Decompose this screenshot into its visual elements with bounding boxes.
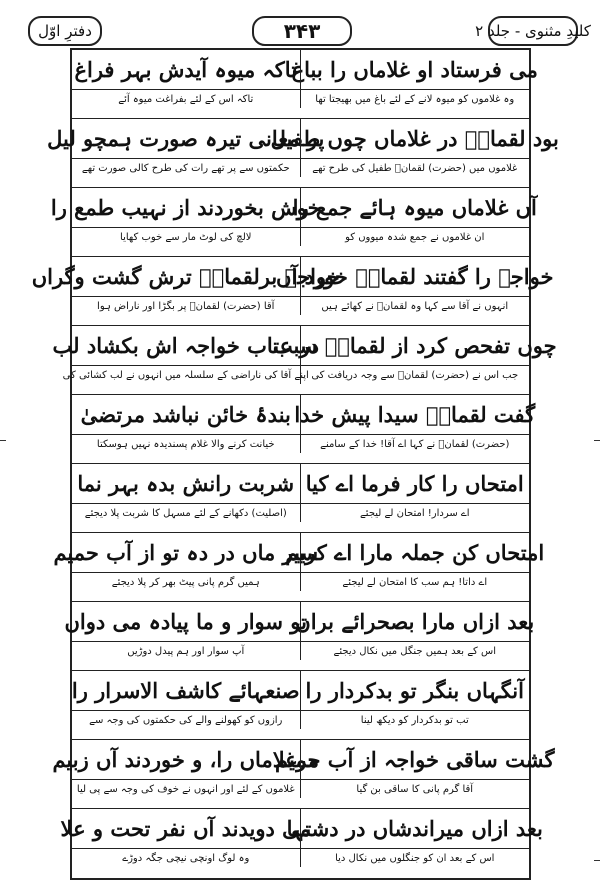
- translation-first: غلاموں میں (حضرت) لقمانؑ طفیل کی طرح تھے: [312, 162, 518, 174]
- translation-line: [72, 159, 529, 177]
- page-number: ۳۴۳: [252, 16, 352, 46]
- verse-first-hemistich: امتحاں را کار فرما اے کیا: [305, 471, 524, 496]
- translation-second: اپنے آقا کی ناراضی کے سلسلہ میں انہوں نے لب کشائی کی: [72, 366, 301, 384]
- verse-second-hemistich: تاکہ میوہ آیدش بہر فراغ: [72, 50, 301, 89]
- translation-first: انہوں نے آقا سے کہا وہ لقمانؑ نے کھائے ہیں: [321, 300, 509, 312]
- translation-first: اس کے بعد ان کو جنگلوں میں نکال دیا: [335, 852, 495, 864]
- verse-first-hemistich: بود لقمانؑ در غلاماں چوں طفیل: [270, 126, 559, 151]
- verse-line: [72, 464, 529, 504]
- couplet-5: [52, 326, 557, 395]
- couplet-8: [53, 533, 545, 602]
- translation-first: تب تو بدکردار کو دیکھ لینا: [360, 714, 469, 726]
- translation-second: رازوں کو کھولنے والے کی حکمتوں کی وجہ سے: [72, 711, 301, 729]
- verse-first-hemistich: گشت ساقی خواجہ از آب حمیم: [275, 747, 555, 772]
- couplet-7: [72, 464, 529, 533]
- translation-line: [62, 366, 529, 384]
- translation-first: اس کے بعد ہمیں جنگل میں نکال دیجئے: [333, 645, 496, 657]
- translation-line: [72, 642, 529, 660]
- translation-second: آپ سوار اور ہم پیدل دوڑیں: [72, 642, 301, 660]
- translation-first: اے داتا! ہم سب کا امتحان لے لیجئے: [342, 576, 488, 588]
- couplet-4: [31, 257, 554, 326]
- verse-second-hemistich: صنعہائے کاشف الاسرار را: [72, 671, 301, 710]
- verse-first-hemistich: بعد ازاں میراندشاں در دشتہا: [286, 816, 543, 841]
- translation-first: اے سردار! امتحان لے لیجئے: [359, 507, 470, 519]
- verse-line: [53, 533, 545, 573]
- verse-first-hemistich: امتحاں کن جملہ مارا اے کریم: [285, 540, 545, 565]
- translation-line: [72, 780, 529, 798]
- translation-line: [72, 435, 529, 453]
- translation-first: آقا گرم پانی کا ساقی بن گیا: [356, 783, 474, 795]
- verse-second-hemistich: می دویدند آں نفر تحت و علا: [72, 809, 301, 848]
- translation-line: [72, 573, 529, 591]
- couplets-frame: [31, 48, 559, 880]
- verse-line: [72, 671, 529, 711]
- translation-second: لالچ کی لوٹ مار سے خوب کھایا: [72, 228, 301, 246]
- translation-line: [72, 228, 529, 246]
- verse-line: [52, 326, 557, 366]
- verse-second-hemistich: در عتاب خواجہ اش بکشاد لب: [72, 326, 301, 365]
- translation-first: وہ غلاموں کو میوہ لانے کے لئے باغ میں بھیجتا تھا: [315, 93, 515, 105]
- translation-second: حکمتوں سے پر تھے رات کی طرح کالی صورت تھے: [72, 159, 301, 177]
- couplet-6: [72, 395, 536, 464]
- verse-line: [47, 119, 559, 159]
- verse-first-hemistich: گفت لقمانؑ سیدا پیش خدا: [294, 402, 536, 427]
- verse-second-hemistich: بندۂ خائن نباشد مرتضیٰ: [72, 395, 301, 434]
- translation-line: [72, 90, 529, 108]
- couplet-12: [60, 809, 543, 878]
- translation-first: (حضرت) لقمانؑ نے کہا اے آقا! خدا کے سامنے: [320, 438, 510, 450]
- translation-second: غلاموں کے لئے اور انہوں نے خوف کی وجہ سے پی لیا: [72, 780, 301, 798]
- translation-first: ان غلاموں نے جمع شدہ میووں کو: [345, 231, 485, 243]
- verse-second-hemistich: شربت رانش بدہ بہر نما: [72, 464, 301, 503]
- book-title: کلیدِ مثنوی - جلد ۲: [488, 16, 578, 46]
- verse-first-hemistich: چوں تفحص کرد از لقمانؑ سبب: [272, 333, 557, 358]
- translation-second: ہمیں گرم پانی پیٹ بھر کر پلا دیجئے: [72, 573, 301, 591]
- margin-tick-mark: [594, 440, 600, 441]
- translation-line: [72, 711, 529, 729]
- translation-second: وہ لوگ اونچی نیچی جگہ دوڑے: [72, 849, 301, 867]
- verse-line: [50, 188, 537, 228]
- couplet-3: [50, 188, 537, 257]
- verse-line: [52, 740, 555, 780]
- translation-line: [72, 297, 529, 315]
- translation-line: [72, 504, 529, 522]
- verse-first-hemistich: می فرستاد او غلاماں را بباغ: [291, 57, 538, 82]
- verse-second-hemistich: سیر ماں در دہ تو از آب حمیم: [72, 533, 301, 572]
- margin-tick-mark: [0, 440, 6, 441]
- couplet-11: [52, 740, 555, 809]
- verse-second-hemistich: مرغلاماں را، و خوردند آں زبیم: [72, 740, 301, 779]
- margin-tick-mark: [594, 860, 600, 861]
- verse-first-hemistich: آنگہاں بنگر تو بدکردار را: [305, 678, 524, 703]
- couplet-2: [47, 119, 559, 188]
- verse-line: [72, 395, 536, 435]
- verse-line: [64, 602, 535, 642]
- verse-line: [31, 257, 554, 297]
- verse-second-hemistich: خواجہ برلقمانؑ ترش گشت وگراں: [72, 257, 301, 296]
- couplet-10: [72, 671, 529, 740]
- translation-second: (اصلیت) دکھانے کے لئے مسہل کا شربت پلا دیجئے: [72, 504, 301, 522]
- translation-first: جب اس نے (حضرت) لقمانؑ سے وجہ دریافت کی: [311, 369, 519, 381]
- verse-line: [72, 50, 538, 90]
- verse-second-hemistich: تو سوار و ما پیادہ می دواں: [72, 602, 301, 641]
- page-header: [0, 0, 600, 48]
- couplet-1: [72, 50, 538, 119]
- verse-line: [60, 809, 543, 849]
- couplet-9: [64, 602, 535, 671]
- verse-second-hemistich: پر معانی تیرہ صورت ہمچو لیل: [72, 119, 301, 158]
- verse-first-hemistich: آں غلاماں میوہ ہائے جمع را: [292, 195, 537, 220]
- translation-line: [72, 849, 529, 867]
- translation-second: آقا (حضرت) لقمانؑ پر بگڑا اور ناراض ہوا: [72, 297, 301, 315]
- translation-second: خیانت کرنے والا غلام پسندیدہ نہیں ہوسکتا: [72, 435, 301, 453]
- verse-first-hemistich: بعد ازاں مارا بصحرائے براں: [295, 609, 535, 634]
- book-section-label: دفترِ اوّل: [28, 16, 102, 46]
- verse-second-hemistich: خوش بخوردند از نہیب طمع را: [72, 188, 301, 227]
- verse-first-hemistich: خواجہ را گفتند لقمانؑ خورد آں: [276, 264, 554, 289]
- translation-second: تاکہ اس کے لئے بفراغت میوہ آئے: [72, 90, 301, 108]
